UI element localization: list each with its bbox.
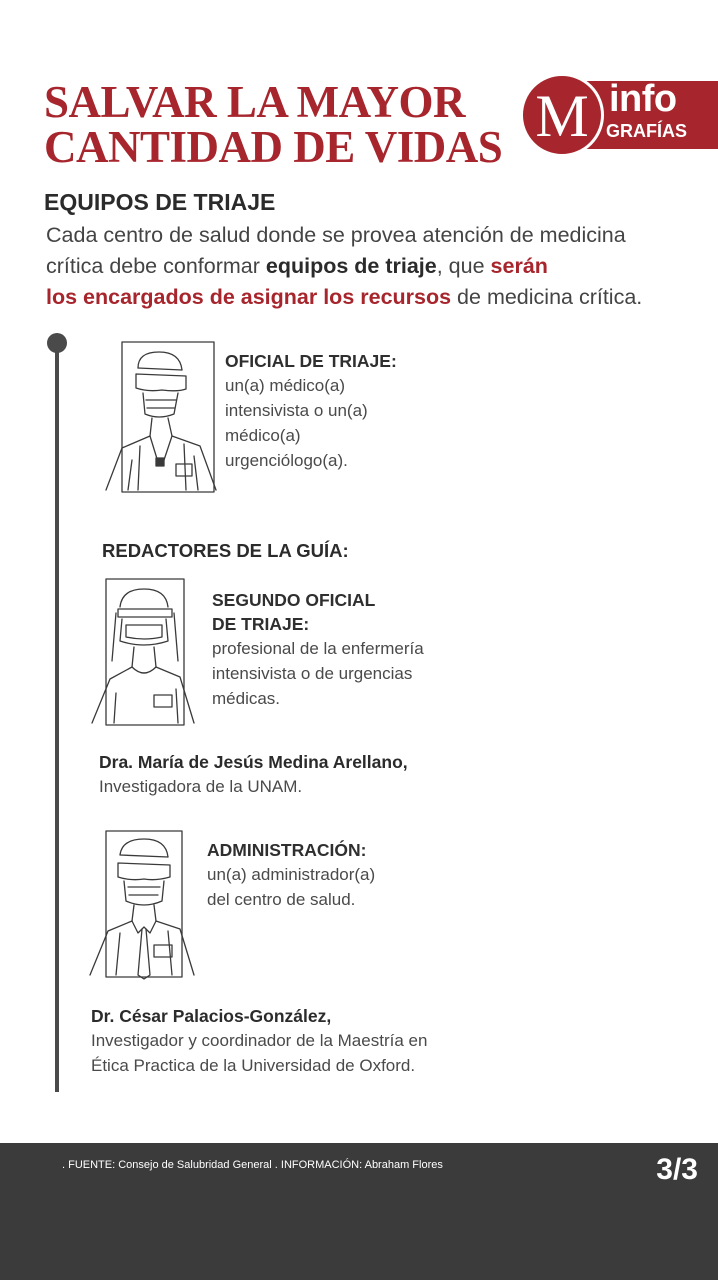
role-desc-line: del centro de salud. [207, 890, 356, 909]
intro-text-1: Cada centro de salud donde se provea atención de medicina crítica debe conformar [46, 223, 626, 278]
redactores-title: REDACTORES DE LA GUÍA: [102, 540, 349, 561]
redactor-2 [91, 1004, 427, 1078]
intro-red-text-1: serán [490, 254, 548, 278]
person-name: Dr. César Palacios-González, [91, 1006, 332, 1026]
role-desc-line: intensivista o un(a) [225, 401, 368, 420]
intro-text-3: de medicina crítica. [451, 285, 643, 309]
administrator-icon [86, 829, 198, 979]
footer-source: . FUENTE: Consejo de Salubridad General . INFORMACIÓN: Abraham Flores [62, 1159, 443, 1171]
person-name: Dra. María de Jesús Medina Arellano, [99, 752, 408, 772]
timeline-line [55, 342, 59, 1092]
redactor-1 [99, 750, 408, 799]
intro-text-2: , que [436, 254, 491, 278]
role-segundo-oficial [212, 588, 424, 711]
role-desc-line: intensivista o de urgencias [212, 664, 413, 683]
person-desc-line: Investigadora de la UNAM. [99, 777, 303, 796]
logo-letter: M [535, 83, 589, 149]
logo-info-text: info [609, 78, 677, 120]
page-number: 3/3 [656, 1153, 698, 1186]
milenio-infografias-logo [520, 73, 718, 157]
page-title-line-2: CANTIDAD DE VIDAS [44, 122, 503, 172]
timeline-dot [47, 333, 67, 353]
page-title [44, 77, 503, 172]
role-desc-line: profesional de la enfermería [212, 639, 424, 658]
intro-paragraph [46, 220, 686, 313]
role-desc-line: un(a) administrador(a) [207, 865, 376, 884]
nurse-icon [88, 577, 198, 727]
role-desc-line: médico(a) [225, 426, 301, 445]
role-administracion [207, 838, 375, 912]
doctor-icon [102, 340, 220, 494]
role-desc-line: un(a) médico(a) [225, 376, 345, 395]
role-desc-line: urgenciólogo(a). [225, 451, 348, 470]
logo-circle [520, 73, 604, 157]
role-title: OFICIAL DE TRIAJE: [225, 351, 397, 371]
role-title: ADMINISTRACIÓN: [207, 840, 367, 860]
intro-red-text-2: los encargados de asignar los recursos [46, 285, 452, 309]
person-desc-line: Ética Practica de la Universidad de Oxford. [91, 1056, 416, 1075]
footer [0, 1143, 718, 1280]
section-title: EQUIPOS DE TRIAJE [44, 189, 276, 215]
page-title-line-1: SALVAR LA MAYOR [44, 77, 465, 127]
logo-grafias-text: GRAFÍAS [606, 121, 687, 141]
role-title-line: DE TRIAJE: [212, 614, 310, 634]
person-desc-line: Investigador y coordinador de la Maestría en [91, 1031, 428, 1050]
role-desc-line: médicas. [212, 689, 281, 708]
intro-bold-text: equipos de triaje [265, 254, 437, 278]
role-title-line: SEGUNDO OFICIAL [212, 590, 376, 610]
role-oficial-triaje [225, 349, 397, 473]
